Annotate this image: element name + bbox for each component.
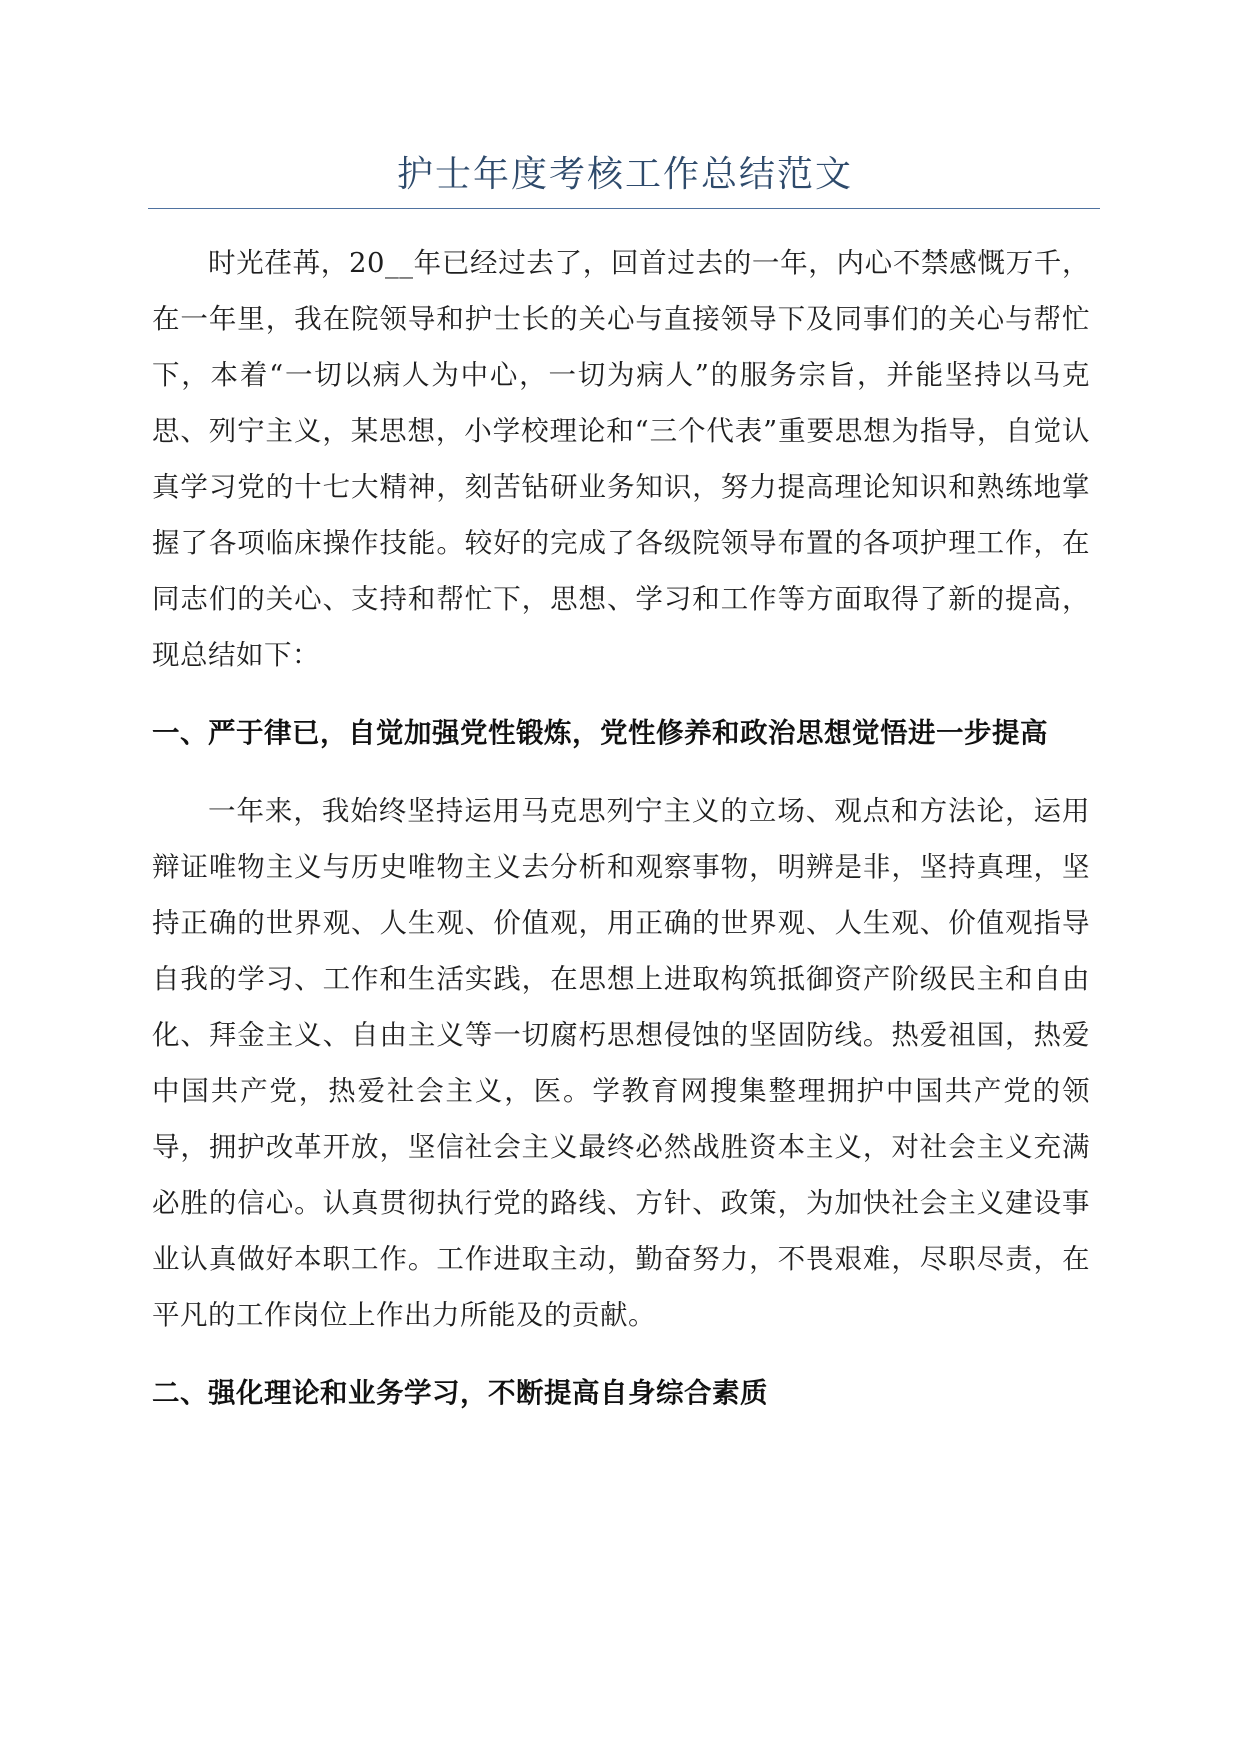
section-heading-2: 二、强化理论和业务学习，不断提高自身综合素质 [152, 1377, 768, 1409]
section-heading-1: 一、严于律已，自觉加强党性锻炼，党性修养和政治思想觉悟进一步提高 [152, 717, 1048, 749]
intro-paragraph: 时光荏苒，20__年已经过去了，回首过去的一年，内心不禁感慨万千，在一年里，我在院领导和护士长的关心与直接领导下及同事们的关心与帮忙下，本着“一切以病人为中心，一切为病人”的服务宗旨，并能坚持以马克思、列宁主义，某思想，小学校理论和“三个代表”重要思想为指导，自觉认真学习党的十七大精神，刻苦钻研业务知识，努力提高理论知识和熟练地掌握了各项临床操作技能。较好的完成了各级院领导布置的各项护理工作，在同志们的关心、支持和帮忙下，思想、学习和工作等方面取得了新的提高，现总结如下： [152, 247, 1090, 671]
section-1-paragraph: 一年来，我始终坚持运用马克思列宁主义的立场、观点和方法论，运用辩证唯物主义与历史唯物主义去分析和观察事物，明辨是非，坚持真理，坚持正确的世界观、人生观、价值观，用正确的世界观、人生观、价值观指导自我的学习、工作和生活实践，在思想上进取构筑抵御资产阶级民主和自由化、拜金主义、自由主义等一切腐朽思想侵蚀的坚固防线。热爱祖国，热爱中国共产党，热爱社会主义，医。学教育网搜集整理拥护中国共产党的领导，拥护改革开放，坚信社会主义最终必然战胜资本主义，对社会主义充满必胜的信心。认真贯彻执行党的路线、方针、政策，为加快社会主义建设事业认真做好本职工作。工作进取主动，勤奋努力，不畏艰难，尽职尽责，在平凡的工作岗位上作出力所能及的贡献。 [152, 795, 1090, 1331]
document-title: 护士年度考核工作总结范文 [396, 154, 853, 195]
title-underline [148, 208, 1100, 209]
document-body [152, 235, 1090, 1443]
